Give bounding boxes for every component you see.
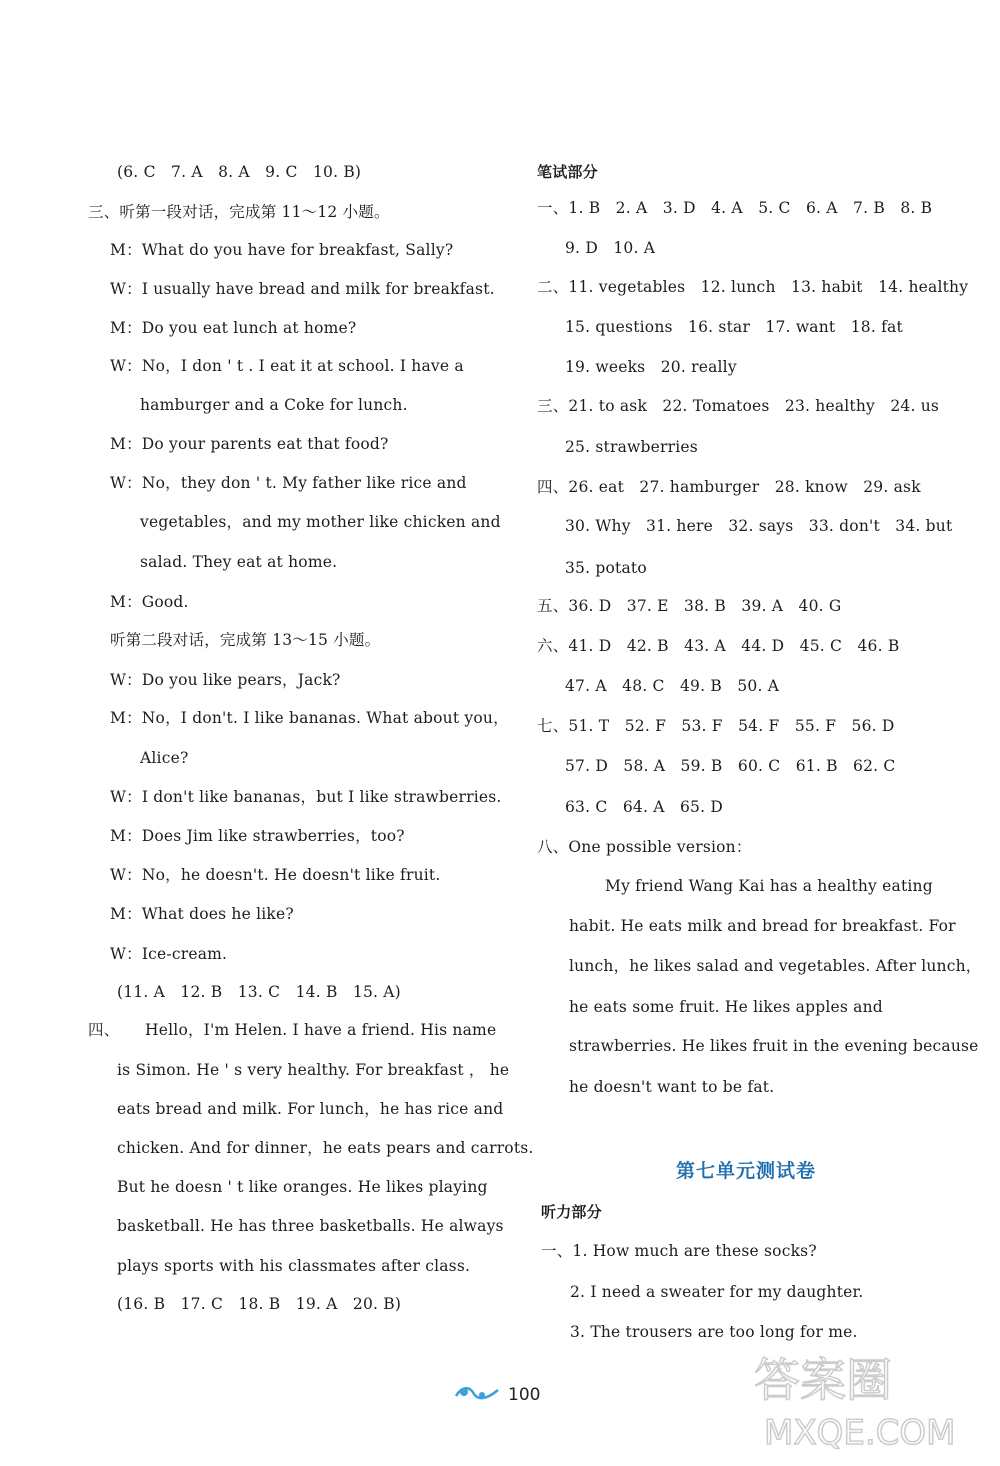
answer-line: 35. potato [565, 559, 647, 577]
answer-line: 30. Why 31. here 32. says 33. don't 34. but [565, 517, 953, 535]
answer-line: (11. A 12. B 13. C 14. B 15. A) [117, 983, 401, 1001]
dialogue-line: M：No，I don't. I like bananas. What about you， [110, 709, 509, 727]
dialogue-line: Alice? [140, 749, 189, 767]
answer-line: 七、51. T 52. F 53. F 54. F 55. F 56. D [537, 717, 895, 735]
dialogue-line: M：What do you have for breakfast, Sally? [110, 241, 454, 259]
answer-line: 二、11. vegetables 12. lunch 13. habit 14. healthy [537, 278, 969, 296]
dialogue-line: W：No，he doesn't. He doesn't like fruit. [110, 866, 441, 884]
dialogue-line: M：Good. [110, 593, 189, 611]
section-heading: 三、听第一段对话，完成第 11～12 小题。 [88, 203, 390, 221]
answer-line: 五、36. D 37. E 38. B 39. A 40. G [537, 597, 842, 615]
svg-text:MXQE.COM: MXQE.COM [764, 1413, 956, 1453]
page-number: 100 [508, 1385, 541, 1405]
passage-line: chicken. And for dinner，he eats pears and carrots. [117, 1139, 534, 1157]
section-heading: 听力部分 [541, 1203, 602, 1221]
answer-line: (6. C 7. A 8. A 9. C 10. B) [117, 163, 362, 181]
dialogue-line: M：Do you eat lunch at home? [110, 319, 357, 337]
answer-line: 八、One possible version： [537, 838, 752, 856]
answer-line: 47. A 48. C 49. B 50. A [565, 677, 780, 695]
passage-line: eats bread and milk. For lunch，he has rice and [117, 1100, 504, 1118]
svg-text:答案圈: 答案圈 [754, 1353, 892, 1407]
dialogue-line: W：Do you like pears，Jack? [110, 671, 341, 689]
essay-line: he doesn't want to be fat. [569, 1078, 775, 1096]
answer-line: 六、41. D 42. B 43. A 44. D 45. C 46. B [537, 637, 900, 655]
answer-line: 一、1. B 2. A 3. D 4. A 5. C 6. A 7. B 8. B [537, 199, 933, 217]
essay-line: lunch，he likes salad and vegetables. After lunch， [569, 957, 982, 975]
answer-line: 四、26. eat 27. hamburger 28. know 29. ask [537, 478, 921, 496]
passage-line: plays sports with his classmates after class. [117, 1257, 471, 1275]
question-line: 一、1. How much are these socks? [541, 1242, 817, 1260]
section-heading: 听第二段对话，完成第 13～15 小题。 [110, 631, 381, 649]
watermark-logo [744, 1336, 994, 1456]
answer-line: 25. strawberries [565, 438, 698, 456]
flower-ornament-icon [452, 1382, 502, 1404]
dialogue-line: W：Ice-cream. [110, 945, 228, 963]
passage-line: basketball. He has three basketballs. He always [117, 1217, 504, 1235]
essay-line: habit. He eats milk and bread for breakfast. For [569, 917, 956, 935]
passage-line: 四、 Hello，I'm Helen. I have a friend. His name [88, 1021, 497, 1039]
answer-line: 9. D 10. A [565, 239, 656, 257]
section-heading: 笔试部分 [537, 163, 598, 181]
dialogue-line: salad. They eat at home. [140, 553, 338, 571]
dialogue-line: M：What does he like? [110, 905, 294, 923]
essay-line: strawberries. He likes fruit in the evening because [569, 1037, 979, 1055]
dialogue-line: W：No，they don ' t. My father like rice and [110, 474, 467, 492]
question-line: 2. I need a sweater for my daughter. [570, 1283, 864, 1301]
dialogue-line: M：Do your parents eat that food? [110, 435, 389, 453]
question-line: 3. The trousers are too long for me. [570, 1323, 858, 1341]
answer-line: 19. weeks 20. really [565, 358, 737, 376]
passage-line: But he doesn ' t like oranges. He likes playing [117, 1178, 488, 1196]
answer-line: 15. questions 16. star 17. want 18. fat [565, 318, 903, 336]
dialogue-line: W：No，I don ' t . I eat it at school. I have a [110, 357, 464, 375]
dialogue-line: M：Does Jim like strawberries，too? [110, 827, 405, 845]
answer-line: 三、21. to ask 22. Tomatoes 23. healthy 24. us [537, 397, 940, 415]
essay-line: he eats some fruit. He likes apples and [569, 998, 883, 1016]
answer-line: (16. B 17. C 18. B 19. A 20. B) [117, 1295, 402, 1313]
passage-line: is Simon. He ' s very healthy. For breakfast ， he [117, 1061, 510, 1079]
essay-line: My friend Wang Kai has a healthy eating [605, 877, 933, 895]
dialogue-line: W：I don't like bananas，but I like strawberries. [110, 788, 502, 806]
dialogue-line: vegetables，and my mother like chicken and [140, 513, 501, 531]
answer-line: 63. C 64. A 65. D [565, 798, 723, 816]
answer-line: 57. D 58. A 59. B 60. C 61. B 62. C [565, 757, 896, 775]
dialogue-line: W：I usually have bread and milk for breakfast. [110, 280, 495, 298]
unit-title: 第七单元测试卷 [676, 1160, 817, 1182]
dialogue-line: hamburger and a Coke for lunch. [140, 396, 408, 414]
